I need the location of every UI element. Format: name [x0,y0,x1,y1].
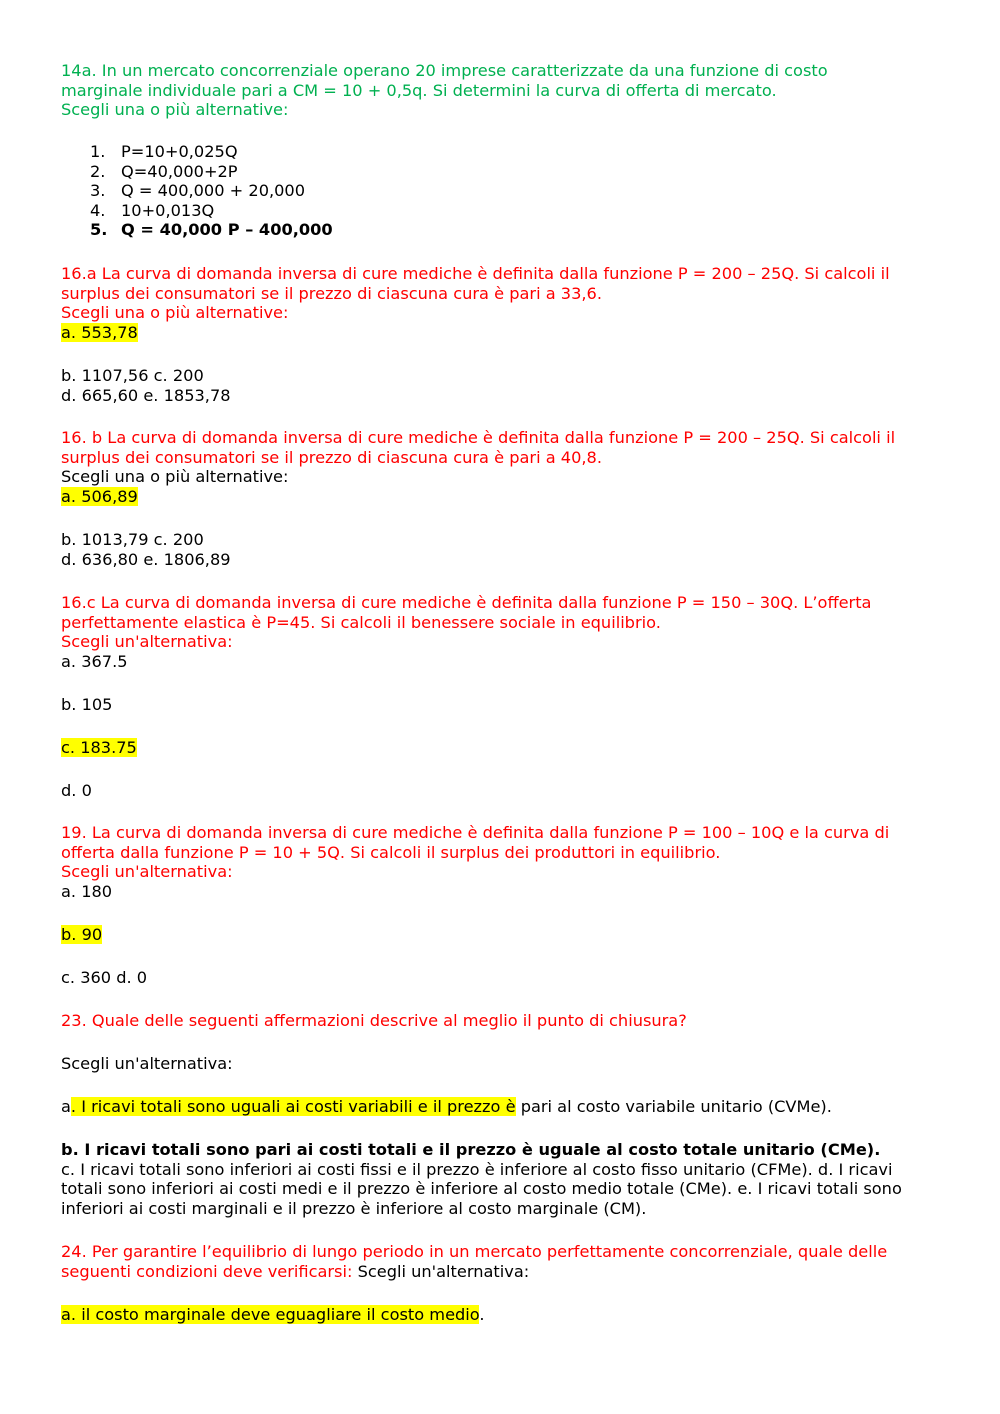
answer-a-16c: a. 367.5 [61,652,128,671]
question-24 [61,1242,941,1281]
answer-line: d. 665,60 e. 1853,78 [61,385,231,405]
answer-a-16b: a. 506,89 [61,487,138,506]
question-text-line: 16.a La curva di domanda inversa di cure mediche è definita dalla funzione P = 200 – 25Q. Si calcoli il [61,264,890,283]
answer-line: d. 636,80 e. 1806,89 [61,549,231,569]
options-list-14a [61,142,333,240]
question-text-line: 16. b La curva di domanda inversa di cure mediche è definita dalla funzione P = 200 – 25Q. Si calcoli il [61,428,896,447]
answer-b-23-correct: b. I ricavi totali sono pari ai costi totali e il prezzo è uguale al costo totale unitario (CMe). [61,1140,881,1159]
answer-prompt: Scegli un'alternativa: [61,1054,233,1073]
answer-d-16c: d. 0 [61,781,92,800]
answer-prompt: Scegli una o più alternative: [61,100,289,120]
answer-prompt: Scegli un'alternativa: [61,862,233,882]
answer-line: totali sono inferiori ai costi medi e il prezzo è inferiore al costo medio totale (CMe). e. I ricavi totali sono [61,1179,902,1199]
question-text-line: 16.c La curva di domanda inversa di cure mediche è definita dalla funzione P = 150 – 30Q. L’offerta [61,593,872,612]
question-text-line: surplus dei consumatori se il prezzo di ciascuna cura è pari a 40,8. [61,447,602,467]
question-text-line: 24. Per garantire l’equilibrio di lungo periodo in un mercato perfettamente concorrenziale, quale delle [61,1242,888,1261]
answer-a-19: a. 180 [61,882,113,901]
question-16b [61,428,941,487]
question-text-line: 14a. In un mercato concorrenziale operano 20 imprese caratterizzate da una funzione di costo [61,61,828,80]
question-text-line: offerta dalla funzione P = 10 + 5Q. Si calcoli il surplus dei produttori in equilibrio. [61,842,721,862]
answer-options-23 [61,1140,941,1218]
answer-b-16c: b. 105 [61,695,113,714]
question-16c [61,593,941,652]
answer-lines-16a [61,366,941,405]
answer-c-16c: c. 183.75 [61,738,137,757]
question-text-line: marginale individuale pari a CM = 10 + 0,5q. Si determini la curva di offerta di mercato. [61,80,777,100]
question-16a [61,264,941,323]
list-item: 1. P=10+0,025Q [90,142,238,161]
answer-line: b. 1013,79 c. 200 [61,530,204,549]
answer-a-16a: a. 553,78 [61,323,138,342]
answer-line: c. I ricavi totali sono inferiori ai costi fissi e il prezzo è inferiore al costo fisso unitario (CFMe). d. I ricavi [61,1159,893,1179]
answer-b-19: b. 90 [61,925,103,944]
list-item: 2. Q=40,000+2P [90,161,238,181]
list-item: 3. Q = 400,000 + 20,000 [90,181,306,201]
answer-cd-19: c. 360 d. 0 [61,968,148,987]
question-19 [61,823,941,882]
question-text-line: perfettamente elastica è P=45. Si calcoli il benessere sociale in equilibrio. [61,612,661,632]
list-item: 4. 10+0,013Q [90,200,215,220]
question-text-line: 19. La curva di domanda inversa di cure mediche è definita dalla funzione P = 100 – 10Q e la curva di [61,823,890,842]
question-23: 23. Quale delle seguenti affermazioni descrive al meglio il punto di chiusura? [61,1011,687,1030]
answer-lines-16b [61,530,941,569]
answer-line: inferiori ai costi marginali e il prezzo è inferiore al costo marginale (CM). [61,1198,647,1218]
answer-line: b. 1107,56 c. 200 [61,366,204,385]
list-item-correct: 5. Q = 40,000 P – 400,000 [90,220,333,240]
answer-prompt: Scegli una o più alternative: [61,467,289,487]
answer-prompt: Scegli una o più alternative: [61,303,289,323]
question-text-line: seguenti condizioni deve verificarsi: Scegli un'alternativa: [61,1261,530,1281]
answer-a-23: a. I ricavi totali sono uguali ai costi variabili e il prezzo è pari al costo variabile unitario (CVMe). [61,1097,832,1116]
answer-prompt: Scegli un'alternativa: [61,632,233,652]
question-14a [61,61,941,120]
question-text-line: surplus dei consumatori se il prezzo di ciascuna cura è pari a 33,6. [61,283,602,303]
answer-a-24: a. il costo marginale deve eguagliare il costo medio. [61,1305,485,1324]
